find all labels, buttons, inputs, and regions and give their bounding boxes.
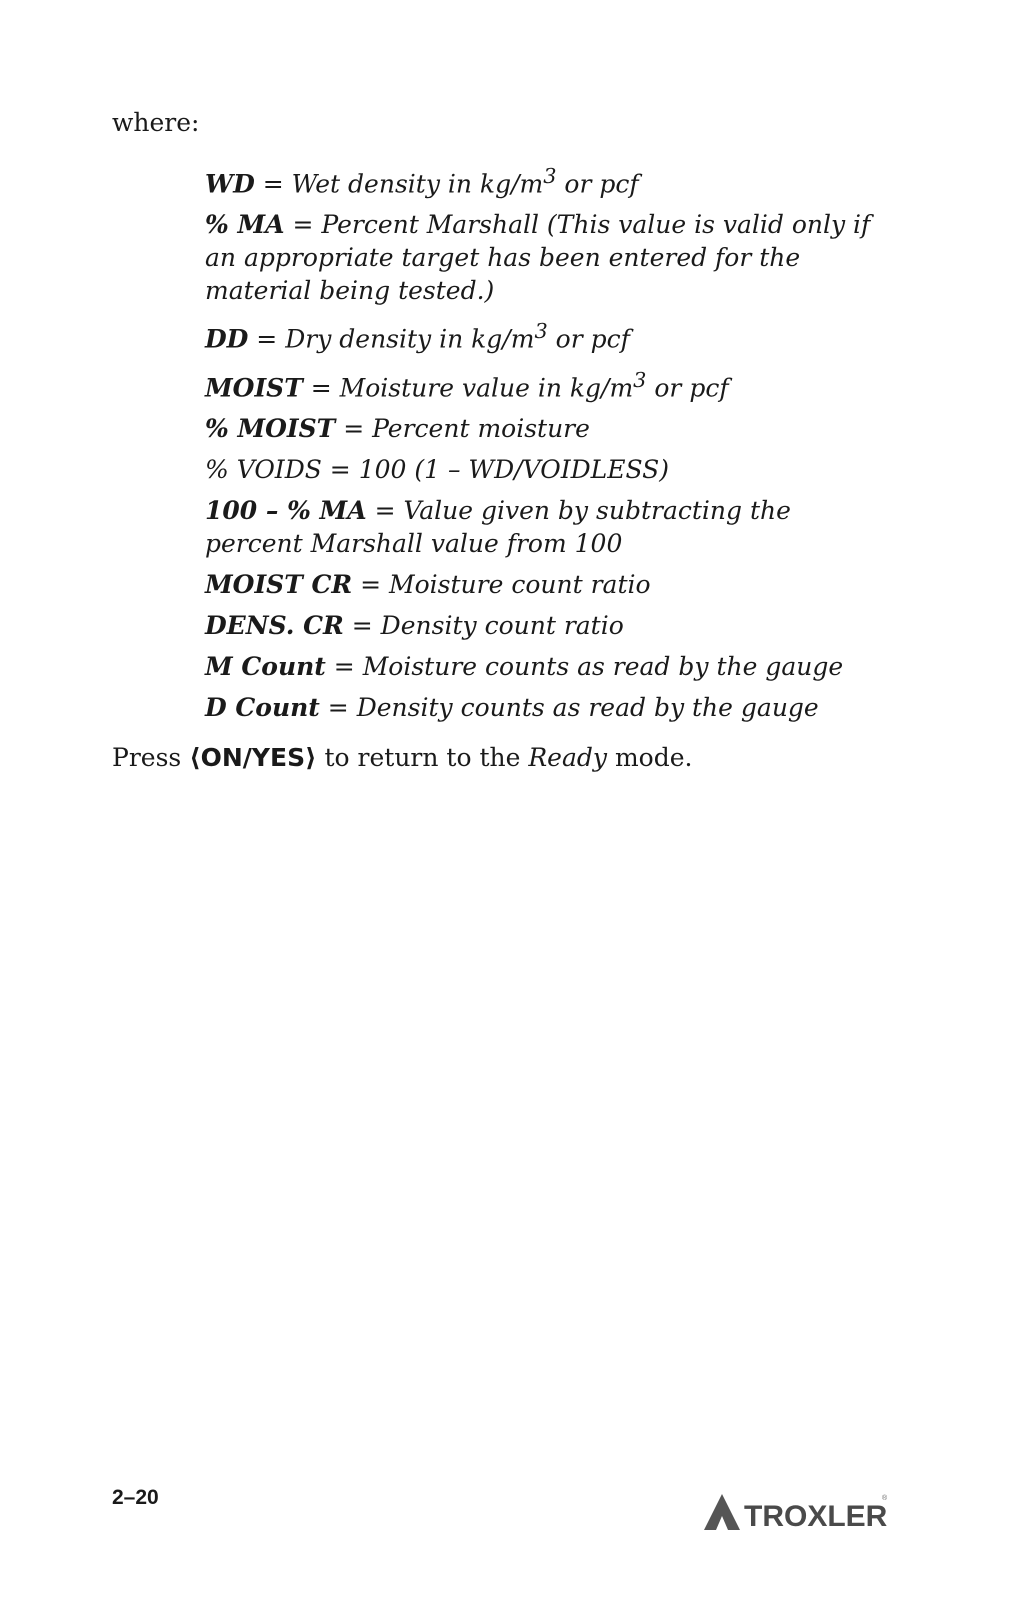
def-tail: or pcf: [556, 169, 639, 199]
def-text: = Density count ratio: [343, 610, 624, 640]
def-term: % MOIST: [205, 413, 336, 443]
def-term: DENS. CR: [205, 610, 344, 640]
def-term: M Count: [205, 651, 326, 681]
logo-text: TROXLER: [744, 1500, 888, 1532]
definition-m-count: [205, 650, 885, 683]
press-after: mode.: [607, 743, 693, 772]
ready-mode: Ready: [528, 743, 608, 772]
definition-moist: [205, 364, 885, 404]
def-tail: or pcf: [547, 324, 630, 354]
def-text: = Moisture value in kg/m: [302, 372, 634, 402]
def-term: WD: [205, 169, 255, 199]
troxler-logo: [702, 1488, 892, 1532]
def-term: D Count: [205, 692, 320, 722]
def-term: MOIST: [205, 372, 303, 402]
definition-dd: [205, 315, 885, 355]
definition-wd: [205, 160, 885, 200]
def-term: 100 – % MA: [205, 495, 367, 525]
def-sup: 3: [543, 164, 557, 188]
definition-moist-cr: [205, 568, 885, 601]
def-text: = Wet density in kg/m: [254, 169, 544, 199]
definitions-list: [205, 160, 885, 732]
definition-ma: [205, 208, 885, 307]
def-sup: 3: [633, 367, 647, 392]
def-term: DD: [205, 324, 249, 354]
def-text: = Moisture counts as read by the gauge: [325, 651, 844, 681]
def-text: = Percent moisture: [335, 413, 590, 443]
page-number: 2–20: [112, 1486, 159, 1509]
def-text: = Percent Marshall (This value is valid only if an appropriate target has been entered for the material being tested.): [205, 210, 871, 306]
press-middle: to return to the: [316, 743, 529, 772]
press-instruction: [112, 743, 692, 772]
key-on-yes: ⟨ON/YES⟩: [189, 743, 317, 772]
def-text: = Value given by subtracting the percent Marshall value from 100: [205, 495, 791, 558]
press-before: Press: [112, 743, 190, 772]
definition-100-ma: [205, 494, 885, 560]
def-text: = Moisture count ratio: [352, 569, 651, 599]
definition-d-count: [205, 691, 885, 724]
def-text: = Density counts as read by the gauge: [319, 692, 819, 722]
definition-percent-moist: [205, 412, 885, 445]
def-text: % VOIDS = 100 (1 – WD/VOIDLESS): [205, 454, 670, 484]
def-sup: 3: [534, 319, 548, 344]
def-tail: or pcf: [646, 372, 729, 402]
svg-text:®: ®: [882, 1495, 888, 1502]
def-text: = Dry density in kg/m: [248, 324, 535, 354]
intro-text: where:: [112, 108, 200, 137]
definition-voids: [205, 453, 885, 486]
def-term: MOIST CR: [205, 569, 353, 599]
definition-dens-cr: [205, 609, 885, 642]
def-term: % MA: [205, 210, 285, 240]
